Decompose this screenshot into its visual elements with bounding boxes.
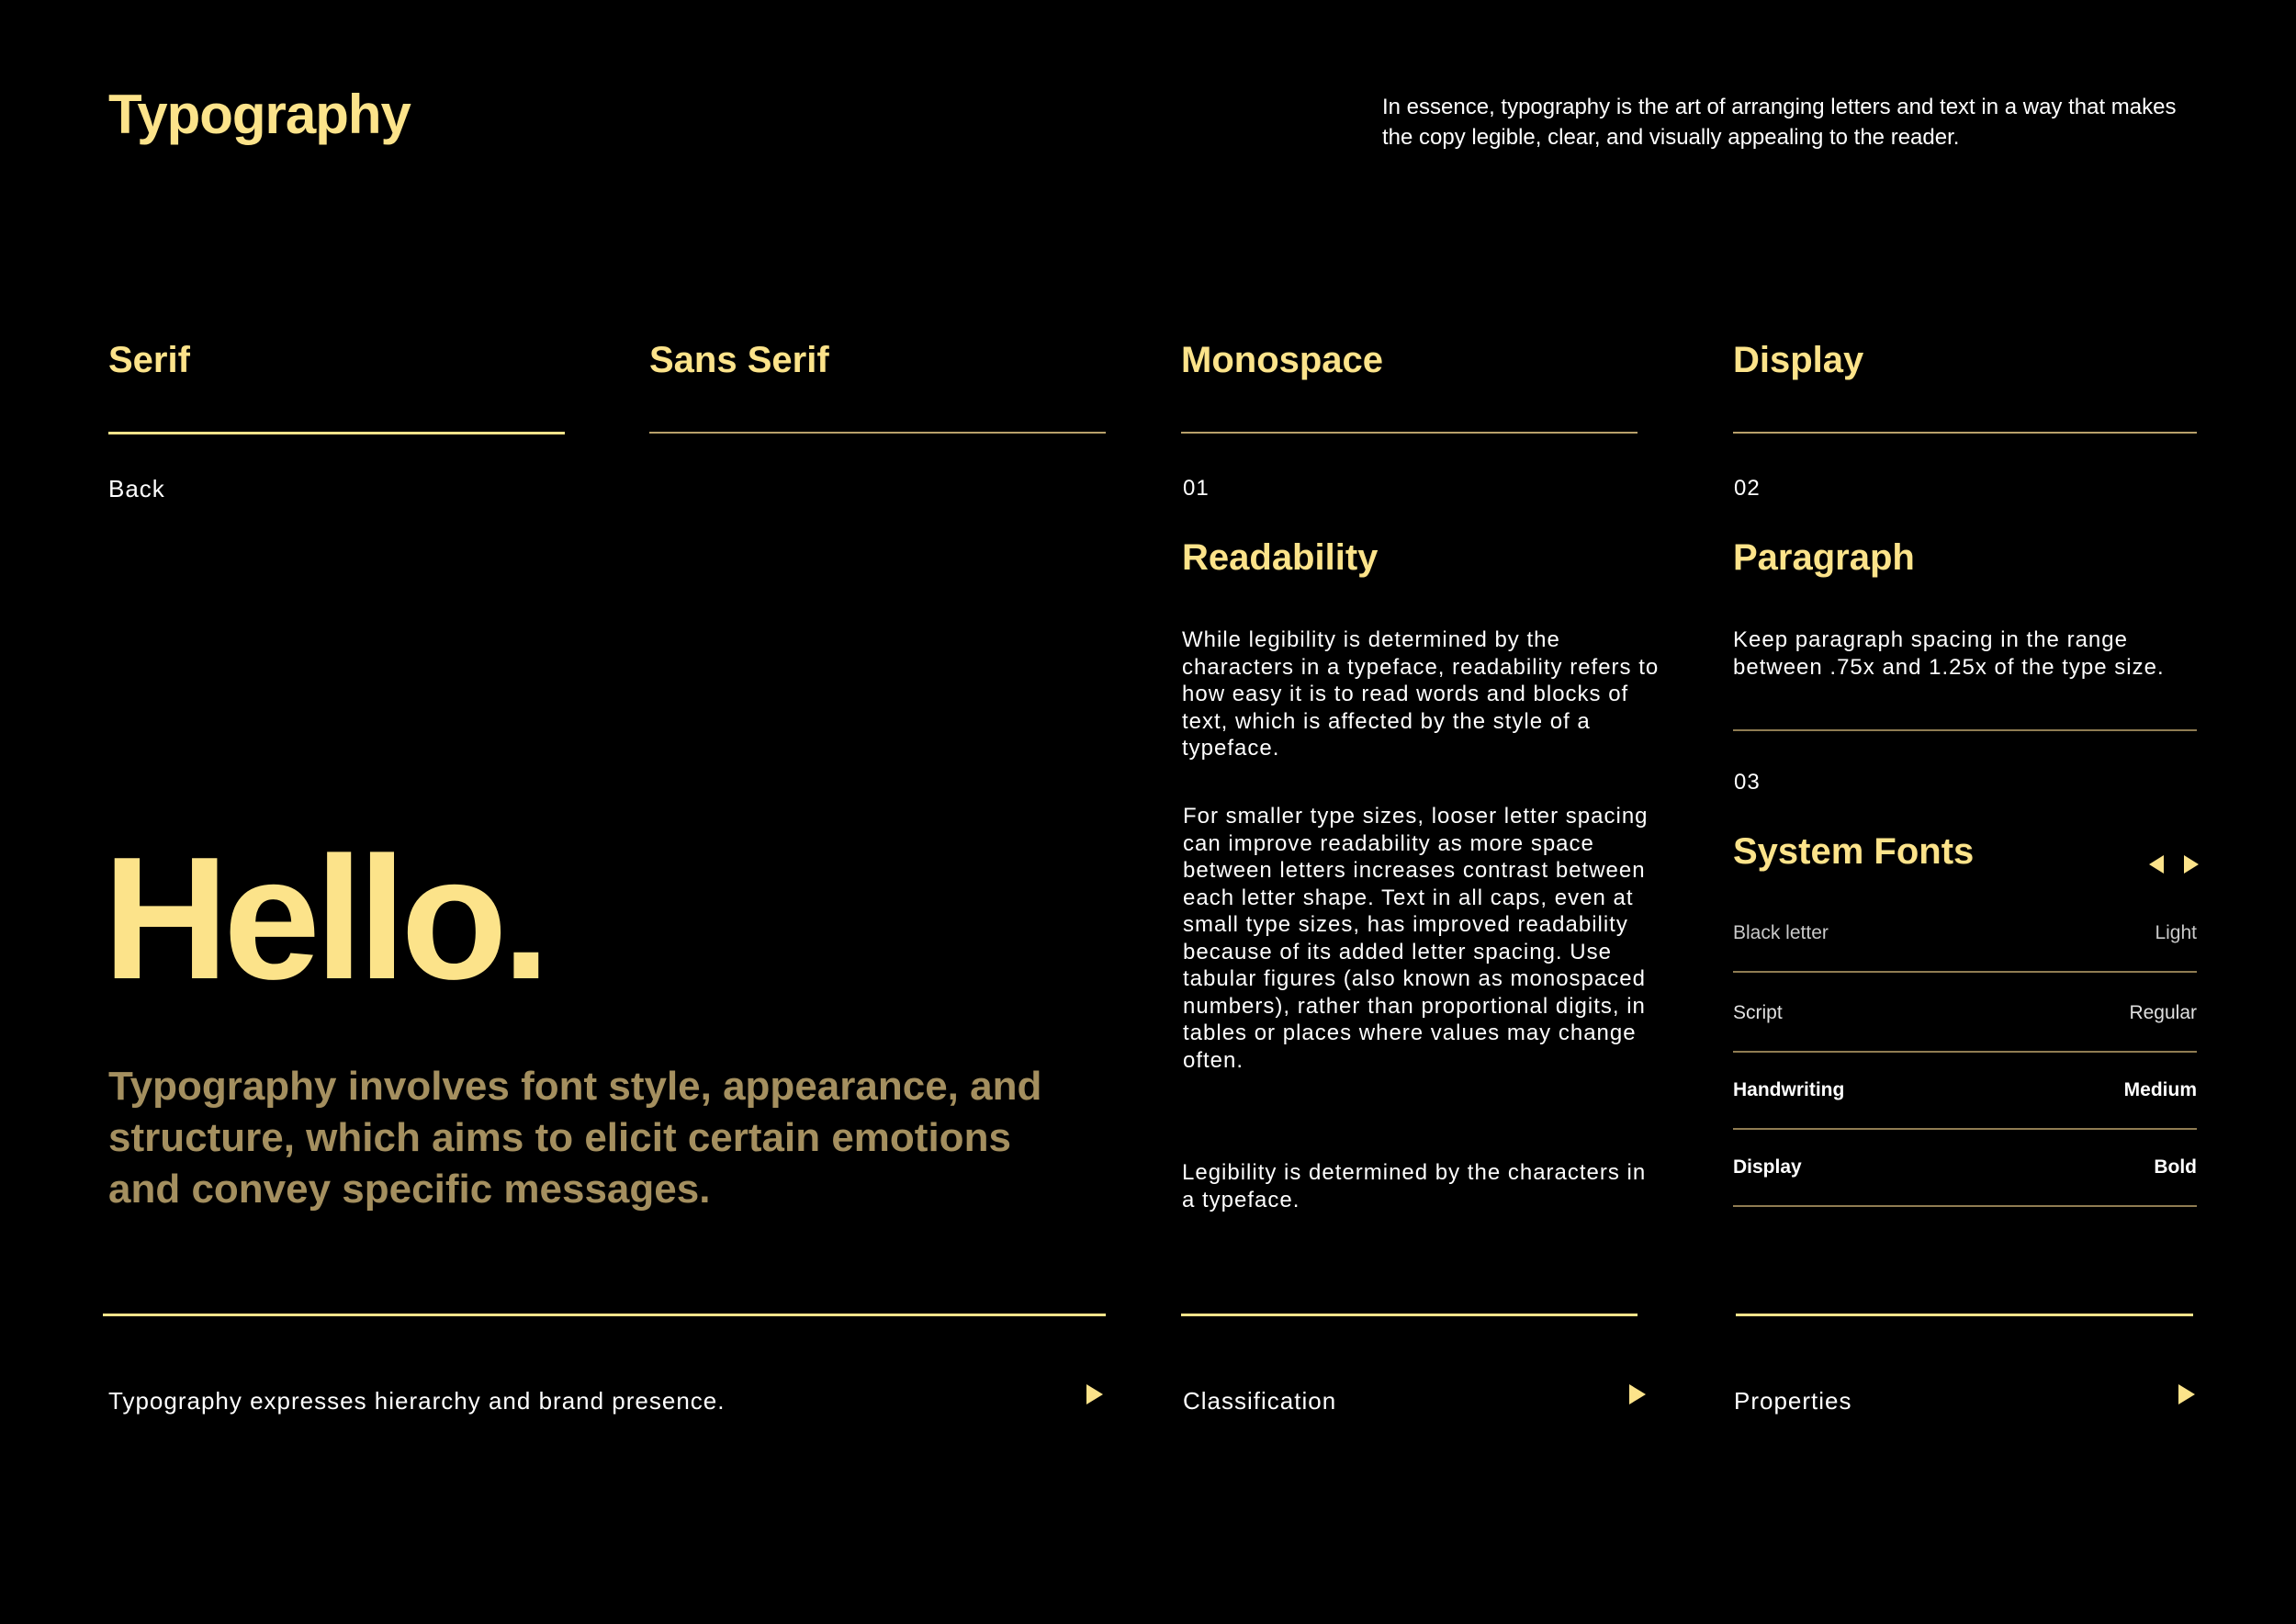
- font-row: [1733, 1052, 2197, 1130]
- tab-display[interactable]: Display: [1733, 340, 1864, 380]
- intro-text: In essence, typography is the art of arranging letters and text in a way that makes the copy legible, clear, and visually appealing to the reader.: [1382, 95, 2177, 150]
- font-row-name: Display: [1733, 1156, 1802, 1178]
- previous-arrow-icon[interactable]: [2147, 854, 2166, 874]
- tab-sans-serif[interactable]: Sans Serif: [649, 340, 829, 380]
- play-arrow-icon[interactable]: [1085, 1382, 1105, 1406]
- section-number: 02: [1734, 476, 1761, 501]
- hero-headline: Hello.: [103, 821, 546, 1016]
- classification-link[interactable]: Classification: [1183, 1387, 1337, 1415]
- readability-title: Readability: [1182, 537, 1379, 578]
- tab-monospace-underline: [1181, 432, 1638, 434]
- play-arrow-icon[interactable]: [2177, 1382, 2197, 1406]
- font-row: [1733, 1129, 2197, 1207]
- font-row-weight: Regular: [2129, 1001, 2197, 1023]
- system-fonts-title: System Fonts: [1733, 831, 1975, 872]
- next-arrow-icon[interactable]: [2182, 854, 2200, 874]
- divider: [103, 1314, 1106, 1316]
- divider: [1181, 1314, 1638, 1316]
- hero-tagline: Typography involves font style, appearance, and structure, which aims to elicit certain emotions and convey specific messages.: [108, 1064, 1042, 1212]
- divider: [1733, 729, 2197, 731]
- paragraph-text: Keep paragraph spacing in the range between .75x and 1.25x of the type size.: [1733, 627, 2165, 680]
- font-row-name: Script: [1733, 1001, 1783, 1023]
- page-title: Typography: [108, 84, 411, 145]
- font-row: [1733, 895, 2197, 973]
- tab-sans-serif-underline: [649, 432, 1106, 434]
- readability-paragraph-1: While legibility is determined by the characters in a typeface, readability refers to how easy it is to read words and blocks of text, which is affected by the style of a typeface.: [1182, 627, 1660, 761]
- footer-caption: Typography expresses hierarchy and brand presence.: [108, 1387, 726, 1415]
- readability-paragraph-2: For smaller type sizes, looser letter spacing can improve readability as more space between letters increases contrast between each letter shape. Text in all caps, even at small type sizes, has improved readability because of its added letter spacing. Use tabular figures (also known as monospaced numbers), rather than proportional digits, in tables or places where values may change often.: [1183, 804, 1649, 1073]
- font-row-name: Handwriting: [1733, 1078, 1845, 1100]
- font-row-weight: Medium: [2123, 1078, 2197, 1100]
- tab-monospace[interactable]: Monospace: [1181, 340, 1384, 380]
- font-row-weight: Bold: [2154, 1156, 2197, 1178]
- properties-link[interactable]: Properties: [1734, 1387, 1852, 1415]
- tab-serif-underline: [108, 432, 565, 434]
- back-link[interactable]: Back: [108, 475, 165, 502]
- section-number: 01: [1183, 476, 1210, 501]
- tab-serif[interactable]: Serif: [108, 340, 190, 380]
- play-arrow-icon[interactable]: [1627, 1382, 1648, 1406]
- readability-paragraph-3: Legibility is determined by the characters in a typeface.: [1182, 1160, 1647, 1212]
- paragraph-title: Paragraph: [1733, 537, 1915, 578]
- font-row: [1733, 975, 2197, 1053]
- font-row-weight: Light: [2155, 921, 2197, 943]
- font-row-name: Black letter: [1733, 921, 1829, 943]
- divider: [1736, 1314, 2193, 1316]
- section-number: 03: [1734, 770, 1761, 795]
- tab-display-underline: [1733, 432, 2197, 434]
